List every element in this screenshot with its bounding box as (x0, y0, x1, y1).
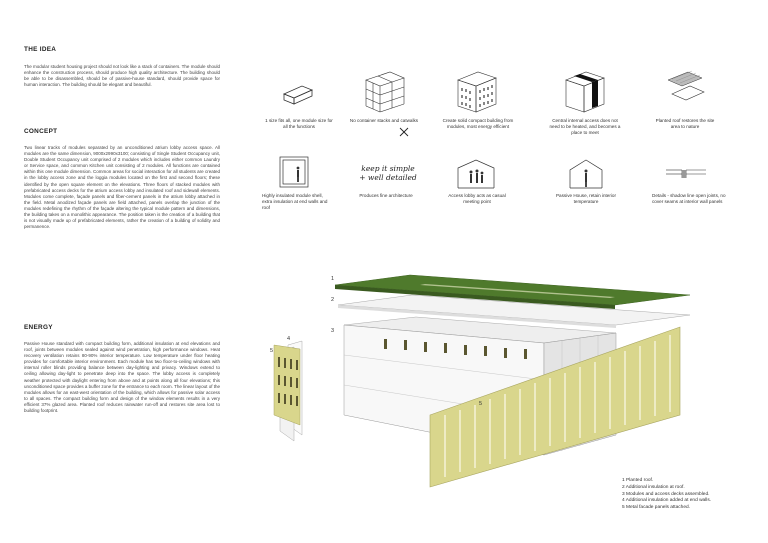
diagram-legend (622, 478, 711, 512)
caption-central-access: Central internal access does not need to be heated, and becomes a place to meet (549, 118, 621, 136)
energy-text: Passive House standard with compact building form, additional insulation at end elevations and roof, joints between modules sealed against wind penetration, high performance windows. Heat recovery ventilation retains 80-90% interior temperature. Low temperature under floor heating provides for comfortable interior environment. Each module has two floor-to-ceiling windows with internal roller blinds providing balance between day-lighting and privacy. Windows extend to ceiling allowing day-light to penetrate deep into the space. The lobby access is completely weather protected with daylight entering from above and at points along all four elevations; this unconditioned space provides a buffer zone for the entrance to each room. The linear layout of the modules allows for an east-west orientation of the building, which allows for passive solar access to all spaces. The compact building form and design of the window elements results in a very efficient 37% glazed area. Planted roof reduces rainwater run-off and restores site area lost to building footprint. (24, 341, 220, 414)
note-line-2: + well detailed (359, 173, 417, 182)
container-stack-icon (360, 66, 410, 116)
note-line-1: keep it simple (361, 164, 415, 173)
legend-item: 2 Additional insulation at roof. (622, 484, 685, 490)
caption-fine-architecture: Produces fine architecture (359, 193, 413, 198)
idea-text: The modular student housing project should not look like a stack of containers. The module should enhance the construction process, should produce high quality architecture. The building should be able to be disassembled, should be of passive-house standard, should provide space for human interaction. The building should be elegant and beautiful. (24, 64, 220, 88)
planted-roof-icon (662, 66, 708, 112)
passive-house-icon (568, 158, 604, 190)
caption-access-lobby: Access lobby acts as casual meeting point (448, 193, 506, 205)
caption-one-size: 1 size fits all, one module size for all the functions (265, 118, 333, 130)
handwritten-note (348, 164, 428, 182)
diagram-label-5b: 5 (479, 401, 483, 407)
caption-compact-building: Create solid compact building from modules, most energy efficient (442, 118, 514, 130)
exploded-axonometric (260, 265, 710, 495)
diagram-label-5a: 5 (270, 348, 274, 354)
legend-item: 4 Additional insulation added at end walls. (622, 498, 712, 504)
insulated-shell-icon (278, 155, 310, 189)
legend-item: 1 Planted roof. (622, 478, 654, 483)
diagram-label-2: 2 (331, 297, 335, 303)
legend-item: 5 Metal facade panels attached. (622, 505, 691, 511)
idea-heading: THE IDEA (24, 46, 57, 53)
caption-passive-house: Passive House, retain interior temperature (555, 193, 616, 205)
compact-block-icon (452, 66, 502, 116)
single-module-icon (278, 72, 318, 112)
diagram-label-1: 1 (331, 276, 335, 282)
diagram-label-4: 4 (287, 336, 291, 342)
concept-text: Two linear tracks of modules separated by an unconditioned atrium lobby access space. All modules are the same dimension, 9000x2990x3100; consisting of Single Student Occupancy unit, Double Student Occupancy unit comprised of 2 modules which includes either common Laundry or Service space, and common Kitchen unit consisting of 2 modules. All functions are contained within this one module dimension. Common areas for social interaction for all students are created in the lobby access zone and the loggia modules located on the first and second floors; these identified by the open square element on the elevations. Three floors of stacked modules with prefabricated access decks for the atrium access lobby and insulated roof and sidewall elements. Modules come complete, façade panels and fiber-cement panels in the atrium lobby attached in the field. Metal anodized façade panels are field attached, panels overlap the junction of the modules redefining the rhythm of the façade altering the typical module pattern and dimensions, the building takes on a monolithic appearance. The position taken is the creation of a building that is not visually made up of prefabricated elements, rather the creation of a building of solidity and permanence. (24, 145, 220, 230)
diagram-label-3: 3 (331, 328, 335, 334)
lobby-people-icon (456, 158, 496, 190)
energy-heading: ENERGY (24, 324, 53, 331)
caption-shadow-joints: Details - shadow line open joints, no cover seams at interior wall panels (652, 193, 726, 205)
cross-icon (399, 127, 409, 137)
caption-insulated-shell: Highly insulated module shell, extra insulation at end walls and roof (262, 193, 328, 211)
legend-item: 3 Modules and access decks assembled. (622, 491, 710, 497)
shadow-joint-icon (664, 160, 708, 188)
caption-no-containers: No container stacks and catwalks (349, 118, 419, 123)
concept-heading: CONCEPT (24, 128, 58, 135)
caption-planted-roof: Planted roof restores the site area to nature (655, 118, 715, 130)
central-access-icon (560, 66, 610, 116)
